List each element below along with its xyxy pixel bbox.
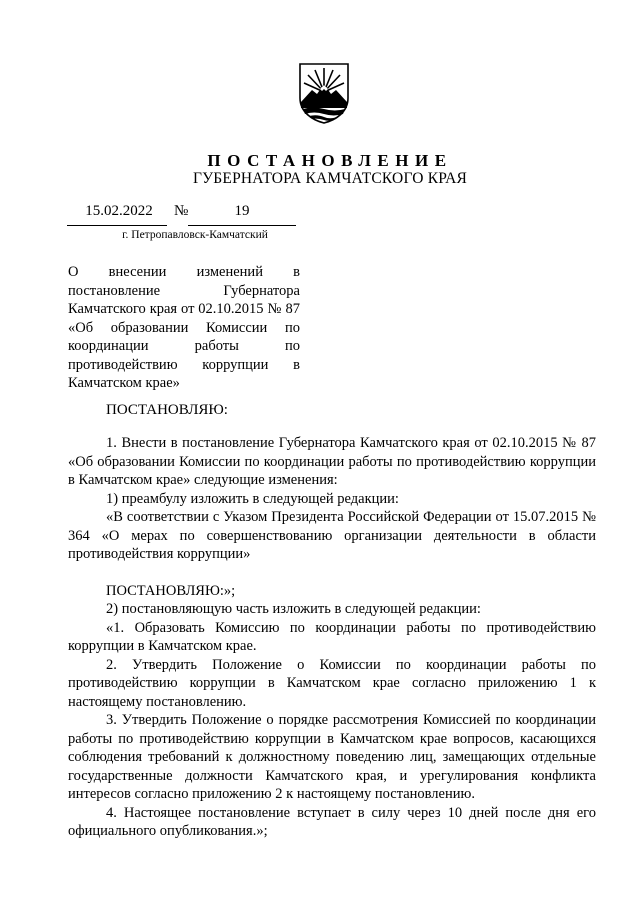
document-date: 15.02.2022 (85, 203, 153, 219)
paragraph: «1. Образовать Комиссию по координации работы по противодействию коррупции в Камчатском крае. (68, 619, 596, 654)
document-subject: О внесении изменений в постановление Губернатора Камчатского края от 02.10.2015 № 87 «Об образовании Комиссии по координации работы по противодействию коррупции в Камчатском крае» (68, 264, 300, 391)
document-number: 19 (234, 203, 250, 219)
paragraph: ПОСТАНОВЛЯЮ:»; (106, 582, 236, 599)
document-title: ПОСТАНОВЛЕНИЕ (207, 151, 453, 170)
number-underline (188, 225, 296, 226)
document-body (68, 434, 596, 841)
paragraph: 2) постановляющую часть изложить в следующей редакции: (106, 601, 481, 617)
city-label: г. Петропавловск-Камчатский (122, 229, 268, 241)
paragraph: 3. Утвердить Положение о порядке рассмотрения Комиссией по координации работы по противодействию коррупции в Камчатском крае вопросов, касающихся соблюдения требований к должностному поведению лиц, замещающих отдельные государственные должности Камчатского края, и урегулирования конфликта интересов согласно приложению 2 к настоящему постановлению. (68, 712, 596, 802)
kamchatka-coat-of-arms-icon (298, 62, 350, 124)
paragraph: 1. Внести в постановление Губернатора Камчатского края от 02.10.2015 № 87 «Об образовании Комиссии по координации работы по противодействию коррупции в Камчатском крае» следующие изменения: (68, 435, 596, 488)
paragraph: 4. Настоящее постановление вступает в силу через 10 дней после дня его официального опубликования.»; (68, 804, 596, 839)
date-underline (67, 225, 167, 226)
paragraph: 2. Утвердить Положение о Комиссии по координации работы по противодействию коррупции в Камчатском крае согласно приложению 1 к настоящему постановлению. (68, 656, 596, 710)
paragraph: «В соответствии с Указом Президента Российской Федерации от 15.07.2015 № 364 «О мерах по совершенствованию организации деятельности в области противодействия коррупции» (68, 509, 596, 562)
number-sign: № (174, 203, 189, 219)
resolution-heading: ПОСТАНОВЛЯЮ: (106, 402, 228, 418)
document-subtitle: ГУБЕРНАТОРА КАМЧАТСКОГО КРАЯ (192, 170, 468, 187)
paragraph: 1) преамбулу изложить в следующей редакции: (106, 490, 399, 507)
